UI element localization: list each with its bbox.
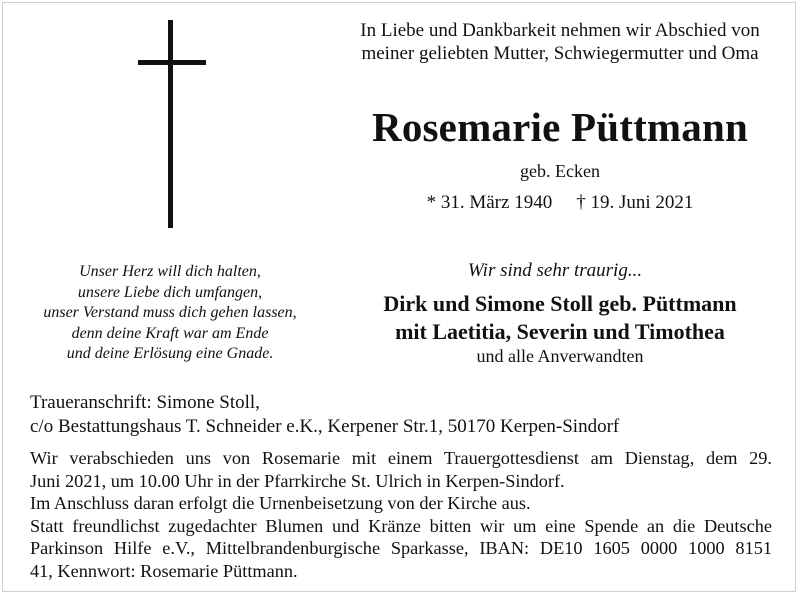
- poem-line: und deine Erlösung eine Gnade.: [66, 345, 274, 362]
- intro-text: [330, 19, 790, 65]
- intro-line: meiner geliebten Mutter, Schwiegermutter und Oma: [361, 43, 759, 64]
- relatives-line: und alle Anverwandten: [476, 346, 644, 366]
- family-names: [330, 290, 790, 346]
- details-line: Parkinson Hilfe e.V., Mittelbrandenburgische Sparkasse, IBAN: DE10 1605 0000 1000 8151: [30, 538, 772, 559]
- service-details: [30, 447, 772, 583]
- birth-date: * 31. März 1940: [426, 192, 553, 213]
- details-line: Statt freundlichst zugedachter Blumen und Kränze bitten wir um eine Spende an die Deutsche: [30, 515, 772, 536]
- mourning-address: [30, 391, 770, 439]
- poem: [20, 262, 320, 365]
- sad-line: Wir sind sehr traurig...: [467, 260, 643, 281]
- details-line: 41, Kennwort: Rosemarie Püttmann.: [30, 560, 298, 581]
- birth-name: geb. Ecken: [520, 161, 600, 181]
- address-line: Traueranschrift: Simone Stoll,: [30, 392, 260, 413]
- details-line: Wir verabschieden uns von Rosemarie mit einem Trauergottesdienst am Dienstag, dem 29.: [30, 448, 772, 468]
- cross-icon: [138, 20, 208, 230]
- poem-line: Unser Herz will dich halten,: [79, 263, 261, 280]
- death-date: † 19. Juni 2021: [576, 192, 694, 213]
- deceased-name: Rosemarie Püttmann: [372, 104, 748, 150]
- details-line: Im Anschluss daran erfolgt die Urnenbeisetzung von der Kirche aus.: [30, 493, 531, 514]
- poem-line: denn deine Kraft war am Ende: [71, 324, 269, 342]
- poem-line: unsere Liebe dich umfangen,: [77, 283, 263, 301]
- address-line: c/o Bestattungshaus T. Schneider e.K., Kerpener Str.1, 50170 Kerpen-Sindorf: [30, 416, 620, 437]
- poem-line: unser Verstand muss dich gehen lassen,: [43, 304, 297, 321]
- family-line: Dirk und Simone Stoll geb. Püttmann: [383, 291, 737, 316]
- details-line: Juni 2021, um 10.00 Uhr in der Pfarrkirche St. Ulrich in Kerpen-Sindorf.: [30, 470, 565, 491]
- family-line: mit Laetitia, Severin und Timothea: [395, 319, 725, 344]
- intro-line: In Liebe und Dankbarkeit nehmen wir Abschied von: [360, 20, 760, 41]
- life-dates: [350, 191, 770, 215]
